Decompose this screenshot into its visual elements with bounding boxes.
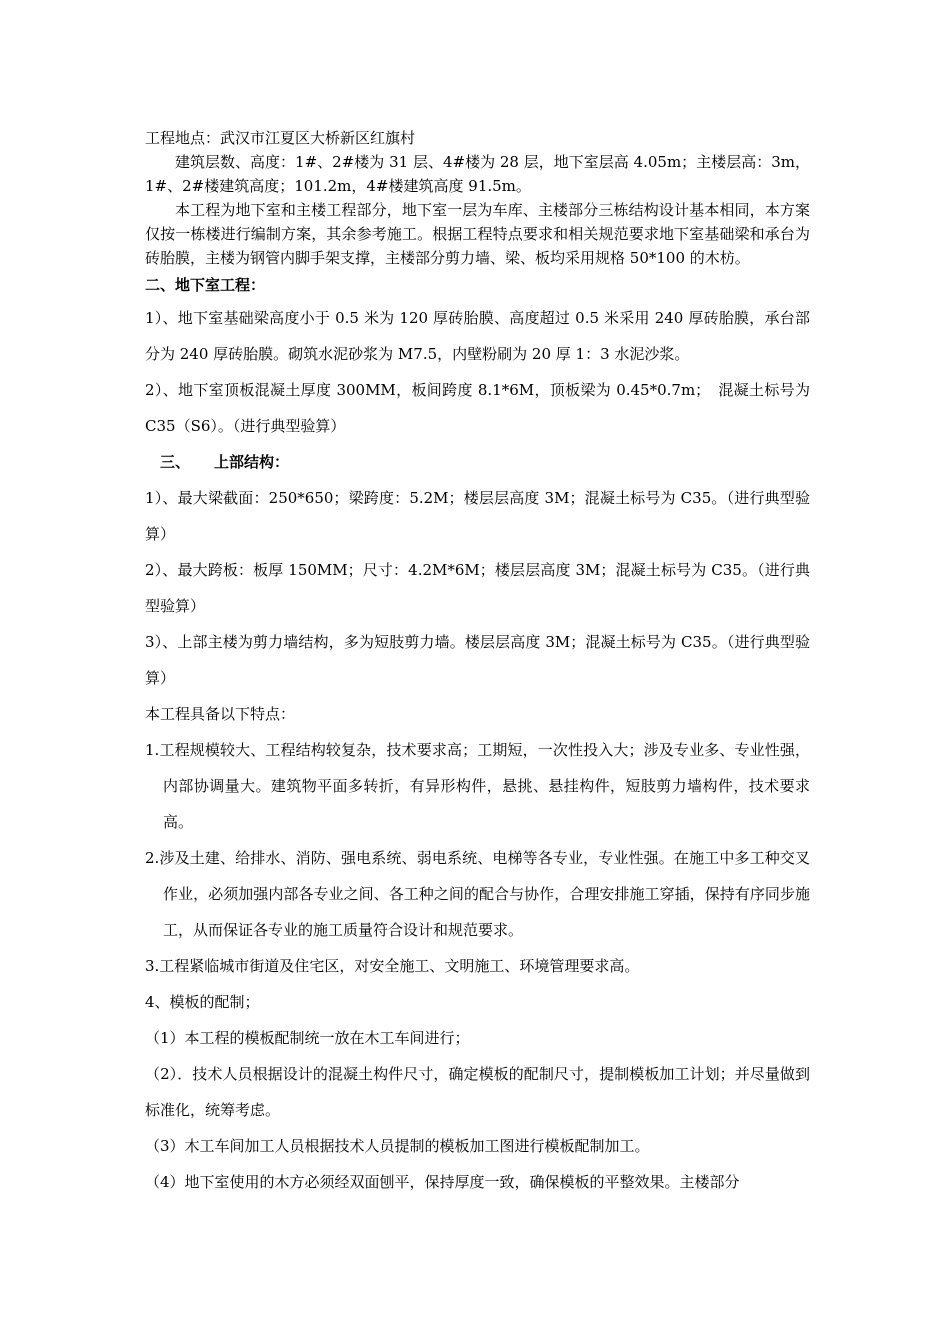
superstructure-item-2: 2）、最大跨板：板厚 150MM；尺寸：4.2M*6M；楼层层高度 3M；混凝土标号为 C35。（进行典型验算） — [145, 561, 810, 615]
basement-item-1: 1）、地下室基础梁高度小于 0.5 米为 120 厚砖胎膜、高度超过 0.5 米采用 240 厚砖胎膜，承台部分为 240 厚砖胎膜。砌筑水泥砂浆为 M7.5，内壁粉刷为 20 厚 1：3 水泥沙浆。 — [145, 309, 810, 363]
formwork-item-3: （3）木工车间加工人员根据技术人员提制的模板加工图进行模板配制加工。 — [145, 1137, 650, 1155]
formwork-item-1: （1）本工程的模板配制统一放在木工车间进行； — [145, 1029, 470, 1047]
project-floors: 建筑层数、高度：1#、2#楼为 31 层、4#楼为 28 层，地下室层高 4.05m；主楼层高：3m，1#、2#楼建筑高度；101.2m，4#楼建筑高度 91.5m。 — [145, 153, 810, 195]
superstructure-item-1: 1）、最大梁截面：250*650；梁跨度：5.2M；楼层层高度 3M；混凝土标号为 C35。（进行典型验算） — [145, 489, 810, 543]
superstructure-heading — [145, 444, 810, 480]
formwork-item-4: （4）地下室使用的木方必须经双面刨平，保持厚度一致，确保模板的平整效果。主楼部分 — [145, 1173, 740, 1191]
formwork-item-2: （2）．技术人员根据设计的混凝土构件尺寸，确定模板的配制尺寸，提制模板加工计划；并尽量做到标准化，统筹考虑。 — [145, 1065, 810, 1119]
superstructure-heading-text: 上部结构： — [214, 453, 290, 471]
superstructure-heading-num: 三、 — [160, 453, 191, 471]
superstructure-item-3: 3）、上部主楼为剪力墙结构，多为短肢剪力墙。楼层层高度 3M；混凝土标号为 C35。（进行典型验算） — [145, 633, 810, 687]
feature-item-1: 1.工程规模较大、工程结构较复杂，技术要求高；工期短，一次性投入大；涉及专业多、专业性强，内部协调量大。建筑物平面多转折，有异形构件，悬挑、悬挂构件，短肢剪力墙构件，技术要求高。 — [145, 741, 810, 831]
basement-item-2: 2）、地下室顶板混凝土厚度 300MM，板间跨度 8.1*6M，顶板梁为 0.45*0.7m； 混凝土标号为 C35（S6）。（进行典型验算） — [145, 381, 810, 435]
document-page — [145, 126, 810, 1200]
features-intro: 本工程具备以下特点： — [145, 705, 296, 723]
project-location: 工程地点：武汉市江夏区大桥新区红旗村 — [145, 129, 416, 147]
feature-item-2: 2.涉及土建、给排水、消防、强电系统、弱电系统、电梯等各专业，专业性强。在施工中多工种交叉作业，必须加强内部各专业之间、各工种之间的配合与协作，合理安排施工穿插，保持有序同步施工，从而保证各专业的施工质量符合设计和规范要求。 — [145, 849, 810, 939]
basement-heading: 二、地下室工程： — [145, 276, 266, 294]
formwork-heading: 4、模板的配制； — [145, 993, 260, 1011]
feature-item-3: 3.工程紧临城市街道及住宅区，对安全施工、文明施工、环境管理要求高。 — [145, 957, 640, 975]
project-overview: 本工程为地下室和主楼工程部分，地下室一层为车库、主楼部分三栋结构设计基本相同，本方案仅按一栋楼进行编制方案，其余参考施工。根据工程特点要求和相关规范要求地下室基础梁和承台为砖胎膜，主楼为钢管内脚手架支撑，主楼部分剪力墙、梁、板均采用规格 50*100 的木枋。 — [145, 201, 810, 267]
